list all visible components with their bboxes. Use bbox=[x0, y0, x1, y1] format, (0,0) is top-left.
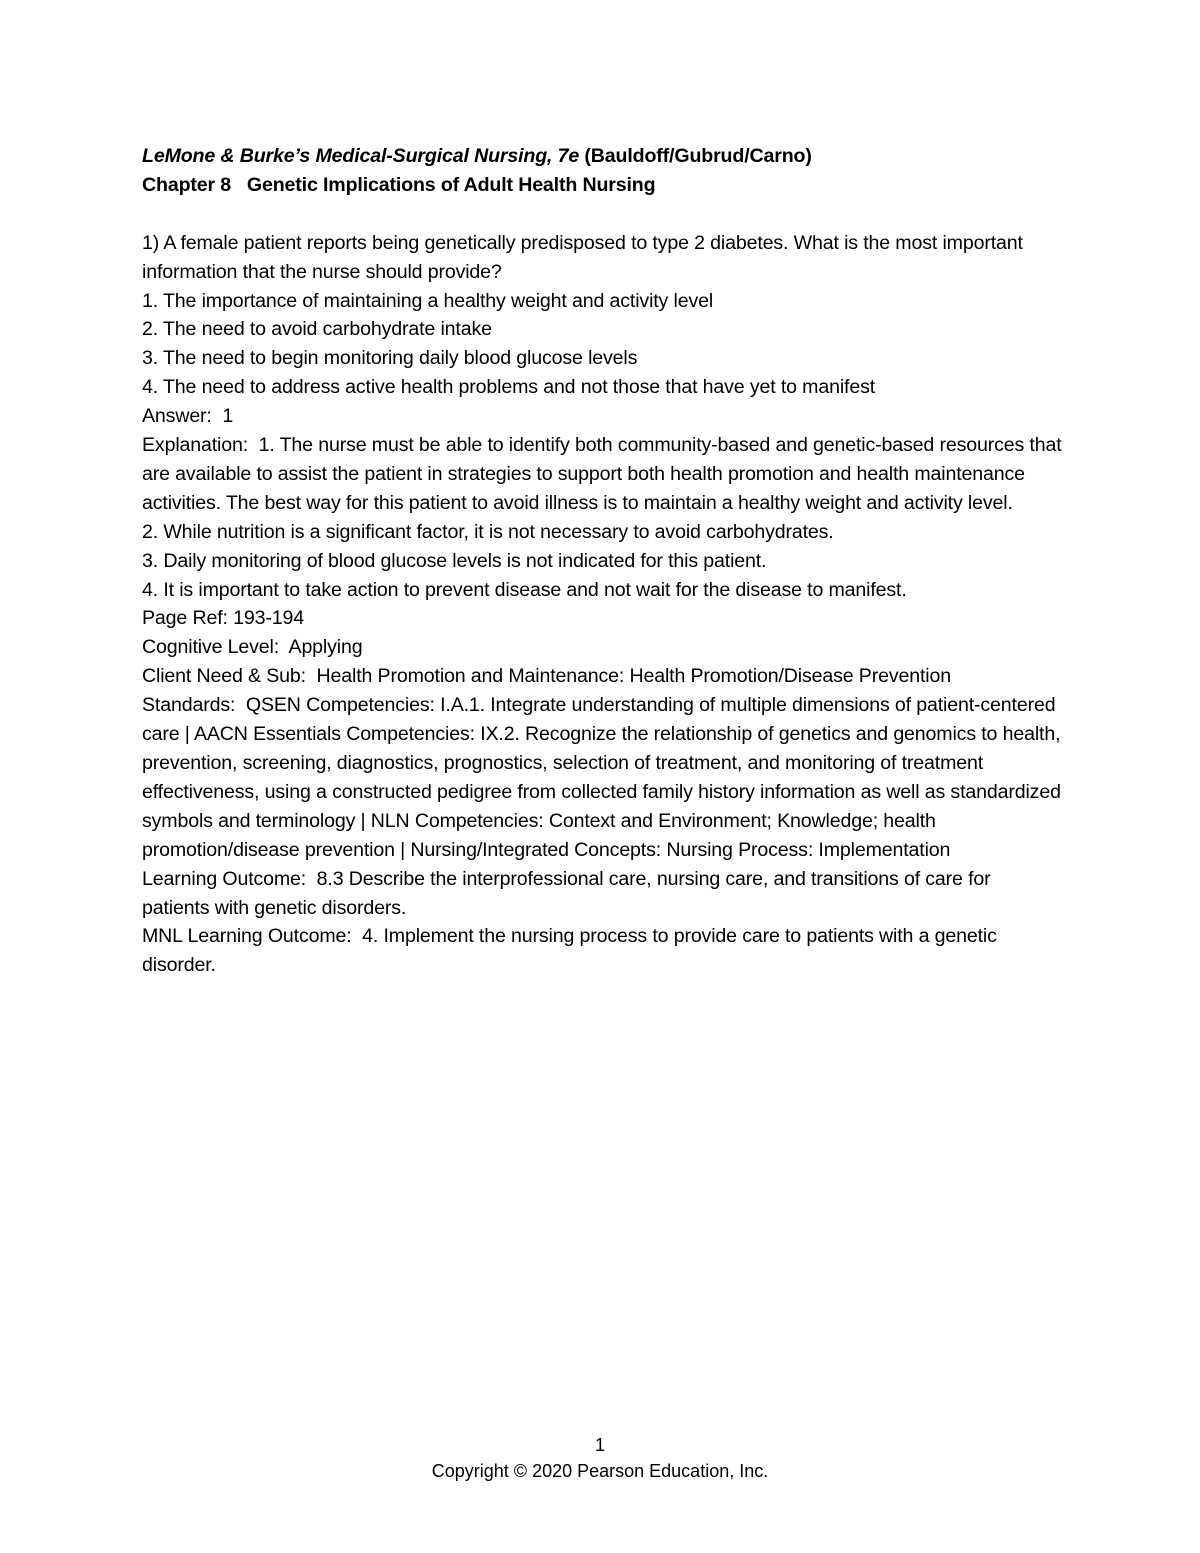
spacer bbox=[142, 200, 1062, 229]
book-title-line bbox=[142, 142, 1062, 171]
question-stem: 1) A female patient reports being genetically predisposed to type 2 diabetes. What is the most important information that the nurse should provide? bbox=[142, 231, 1023, 283]
answer: Answer: 1 bbox=[142, 405, 234, 428]
page-ref: Page Ref: 193-194 bbox=[142, 607, 304, 630]
learning-outcome: Learning Outcome: 8.3 Describe the interprofessional care, nursing care, and transitions of care for patients with genetic disorders. bbox=[142, 867, 996, 919]
cognitive-level: Cognitive Level: Applying bbox=[142, 636, 363, 659]
client-need: Client Need & Sub: Health Promotion and Maintenance: Health Promotion/Disease Prevention bbox=[142, 665, 951, 688]
chapter-title: Chapter 8 Genetic Implications of Adult Health Nursing bbox=[142, 173, 656, 196]
explanation-3: 3. Daily monitoring of blood glucose levels is not indicated for this patient. bbox=[142, 549, 767, 572]
option-3: 3. The need to begin monitoring daily blood glucose levels bbox=[142, 347, 638, 370]
explanation-2: 2. While nutrition is a significant factor, it is not necessary to avoid carbohydrates. bbox=[142, 520, 834, 543]
book-title: LeMone & Burke’s Medical-Surgical Nursing, 7e bbox=[142, 145, 580, 167]
document-body bbox=[142, 142, 1067, 980]
option-1: 1. The importance of maintaining a healthy weight and activity level bbox=[142, 289, 714, 312]
standards: Standards: QSEN Competencies: I.A.1. Integrate understanding of multiple dimensions of patient-centered care | AACN Essentials Competencies: IX.2. Recognize the relationship of genetics and genomics to health, prevention, screening, diagnostics, prognostics, selection of treatment, and monitoring of treatment effectiveness, using a constructed pedigree from collected family history information as well as standardized symbols and terminology | NLN Competencies: Context and Environment; Knowledge; health promotion/disease prevention | Nursing/Integrated Concepts: Nursing Process: Implementation bbox=[142, 694, 1067, 861]
mnl-learning-outcome: MNL Learning Outcome: 4. Implement the nursing process to provide care to patients with a genetic disorder. bbox=[142, 925, 1003, 977]
explanation-1: Explanation: 1. The nurse must be able to identify both community-based and genetic-based resources that are available to assist the patient in strategies to support both health promotion and health maintenance activities. The best way for this patient to avoid illness is to maintain a healthy weight and activity level. bbox=[142, 434, 1067, 514]
copyright-notice: Copyright © 2020 Pearson Education, Inc. bbox=[431, 1461, 769, 1481]
option-2: 2. The need to avoid carbohydrate intake bbox=[142, 318, 492, 341]
option-4: 4. The need to address active health problems and not those that have yet to manifest bbox=[142, 376, 876, 399]
explanation-4: 4. It is important to take action to prevent disease and not wait for the disease to manifest. bbox=[142, 578, 907, 601]
page-number: 1 bbox=[594, 1435, 605, 1455]
book-authors: (Bauldoff/Gubrud/Carno) bbox=[579, 145, 812, 167]
